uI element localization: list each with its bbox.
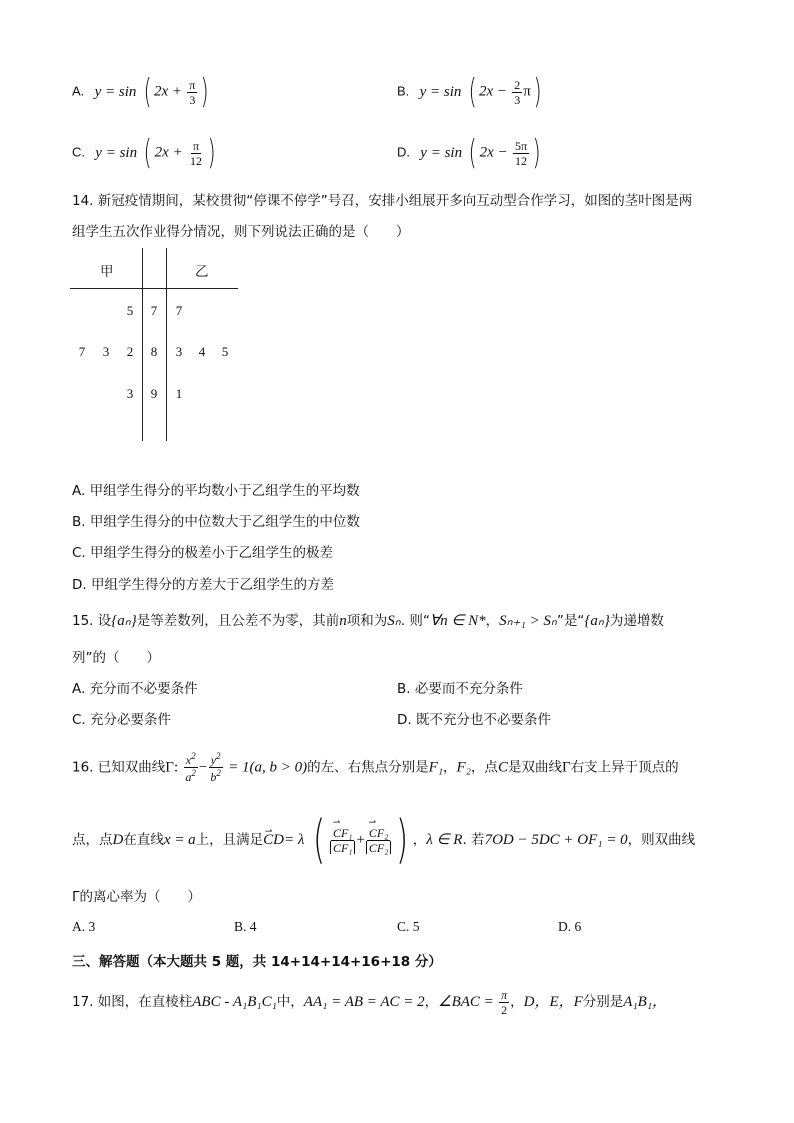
numerator: $y^2$	[210, 751, 221, 767]
stem-value: 9	[150, 386, 158, 401]
formula-text: 2x +	[153, 83, 182, 100]
leaf-left: 2	[126, 344, 134, 359]
leaf-right: 7	[175, 303, 183, 318]
q15-option-d: D. 既不充分也不必要条件	[397, 712, 551, 728]
fraction-angle	[499, 989, 509, 1016]
formula-text: y = sin	[94, 83, 137, 100]
formula-text: x = a	[163, 832, 196, 848]
paren-left: (	[468, 72, 477, 112]
text: . 则“	[400, 613, 430, 629]
q16-option-b: B. 4	[234, 919, 257, 934]
text: ，	[412, 832, 427, 848]
formula-text: 2x +	[154, 144, 183, 161]
paren-left: (	[143, 72, 152, 112]
formula-text: +	[356, 832, 365, 848]
formula-text: 7OD − 5DC + OF₁ = 0	[484, 832, 628, 848]
paren-left: (	[312, 810, 325, 870]
vector-cd: ⇀ CD	[263, 812, 284, 868]
formula-text: λ ∈ R	[426, 832, 463, 848]
text: 16. 已知双曲线	[72, 759, 166, 776]
formula-text: :	[173, 759, 179, 776]
q15-stem-line1	[72, 611, 664, 631]
denominator: $a^2$	[185, 768, 196, 784]
fraction-x	[183, 752, 198, 783]
denominator: 12	[189, 153, 202, 168]
formula-text: F₁	[428, 759, 444, 776]
text: 项和为	[346, 613, 388, 629]
q16-stem-line3: Γ的离心率为（ ）	[72, 889, 202, 905]
fraction	[512, 79, 522, 106]
formula-text: = λ	[283, 832, 305, 848]
formula-text: Sₙ₊₁ > Sₙ	[499, 613, 557, 629]
q16-stem-line2	[72, 812, 695, 868]
text: 分别是	[582, 994, 624, 1010]
text: ，	[443, 759, 457, 776]
formula-text: y = sin	[419, 83, 462, 100]
stem-value: 8	[150, 344, 158, 359]
stem-value: 7	[150, 303, 158, 318]
q13-option-b	[397, 72, 544, 112]
option-letter: B.	[397, 83, 410, 99]
text: 中，	[276, 994, 304, 1010]
header-divider	[70, 288, 238, 289]
paren-left: (	[469, 133, 478, 173]
text: 上，且满足	[195, 832, 264, 848]
fraction-cf1	[330, 827, 356, 854]
text: 是等差数列，且公差不为零，其前	[136, 613, 340, 629]
fraction	[513, 140, 529, 167]
q14-stem-line2: 组学生五次作业得分情况，则下列说法正确的是（ ）	[72, 224, 410, 240]
text: . 若	[462, 832, 485, 848]
formula-text: 2x −	[478, 83, 507, 100]
formula-text: n	[339, 613, 347, 629]
formula-text: F₂	[456, 759, 471, 776]
denominator: $b^2$	[210, 768, 221, 784]
q17-stem-line1	[72, 982, 667, 1022]
fraction-y	[208, 752, 223, 783]
formula-text: {aₙ}	[111, 613, 137, 629]
q16-option-c: C. 5	[397, 919, 420, 934]
paren-left: (	[144, 133, 153, 173]
q15-option-c: C. 充分必要条件	[72, 712, 172, 728]
fraction	[188, 140, 204, 167]
text: ，则双曲线	[627, 832, 696, 848]
q13-option-d	[397, 133, 543, 173]
formula-text: A₁B₁，	[623, 994, 668, 1010]
stem-leaf-plot	[70, 248, 240, 443]
numerator: ⇀ CF₁	[331, 827, 355, 841]
formula-text: = 1(a, b > 0)	[228, 759, 308, 776]
numerator: π	[192, 138, 200, 153]
q14-option-b: B. 甲组学生得分的中位数大于乙组学生的中位数	[72, 514, 360, 530]
leaf-right: 4	[198, 344, 206, 359]
right-header: 乙	[195, 264, 209, 280]
paren-right: )	[396, 810, 409, 870]
formula-text: AA₁ = AB = AC = 2	[303, 994, 425, 1010]
formula-text: C	[497, 759, 508, 776]
paren-right: )	[200, 72, 209, 112]
text: 点，点	[72, 832, 113, 848]
paren-right: )	[207, 133, 216, 173]
leaf-left: 5	[126, 303, 134, 318]
q14-option-a: A. 甲组学生得分的平均数小于乙组学生的平均数	[72, 483, 360, 499]
formula-text: ∠BAC =	[438, 994, 494, 1010]
paren-right: )	[533, 72, 542, 112]
option-letter: A.	[72, 83, 85, 99]
denominator: CF₁	[330, 841, 356, 854]
text: 15. 设	[72, 613, 112, 629]
fraction-cf2	[366, 827, 392, 854]
left-header: 甲	[100, 264, 114, 280]
denominator: 12	[515, 153, 528, 168]
section-heading: 三、解答题（本大题共 5 题，共 14+14+14+16+18 分）	[72, 954, 442, 970]
denominator: 2	[501, 1002, 508, 1017]
text: ，点	[470, 759, 498, 776]
formula-text: Γ	[165, 759, 174, 776]
q13-option-c	[72, 133, 218, 173]
formula-text: π	[523, 83, 531, 100]
formula-text: y = sin	[95, 144, 138, 161]
formula-text: D，E，F	[523, 994, 583, 1010]
q14-option-d: D. 甲组学生得分的方差大于乙组学生的方差	[72, 577, 334, 593]
stem-line-right	[166, 248, 167, 441]
q16-option-d: D. 6	[558, 919, 582, 934]
q16-stem-line1: 16. 已知双曲线Γ: $\frac{x^2}{a^2}$ − $\frac{y^2}{b^2}$ = 1(a, b > 0)的左、右焦点分别是F₁，F₂，点C是双曲线Γ右支上异于顶点的	[72, 751, 679, 784]
numerator: π	[189, 77, 196, 92]
paren-right: )	[532, 133, 541, 173]
option-letter: C.	[72, 144, 85, 160]
formula-text: Γ	[561, 759, 571, 776]
denominator: 3	[189, 92, 196, 107]
leaf-right: 5	[221, 344, 229, 359]
q15-option-a: A. 充分而不必要条件	[72, 681, 198, 697]
formula-text: {aₙ}	[584, 613, 610, 629]
leaf-right: 1	[175, 386, 183, 401]
leaf-left: 3	[126, 386, 134, 401]
leaf-left: 7	[78, 344, 86, 359]
denominator: 3	[514, 92, 521, 107]
formula-text: ABC - A₁B₁C₁	[192, 994, 277, 1010]
formula-text: ∀n ∈ N*	[429, 613, 486, 629]
stem-line-left	[142, 248, 143, 441]
text: 右支上异于顶点的	[570, 759, 679, 776]
q15-option-b: B. 必要而不充分条件	[397, 681, 523, 697]
formula-text: Sₙ	[387, 613, 401, 629]
q13-option-a	[72, 72, 212, 112]
formula-text: y = sin	[420, 144, 463, 161]
text: 的左、右焦点分别是	[307, 759, 429, 776]
text: ，	[424, 994, 439, 1010]
leaf-right: 3	[175, 344, 183, 359]
text: ，	[510, 994, 524, 1010]
numerator: ⇀ CF₂	[367, 827, 391, 841]
numerator: $x^2$	[185, 751, 196, 767]
formula-text: 2x −	[479, 144, 508, 161]
denominator: CF₂	[366, 841, 392, 854]
numerator: 2	[514, 77, 521, 92]
leaf-left: 3	[102, 344, 110, 359]
option-letter: D.	[397, 144, 410, 160]
q15-stem-line2: 列”的（ ）	[72, 650, 160, 666]
text: ，	[485, 613, 500, 629]
q16-option-a: A. 3	[72, 919, 96, 934]
text: ”是“	[556, 613, 585, 629]
q14-stem-line1: 14. 新冠疫情期间，某校贯彻“停课不停学”号召，安排小组展开多向互动型合作学习，如图的茎叶图是两	[72, 193, 693, 209]
fraction	[187, 79, 197, 106]
formula-text: D	[112, 832, 124, 848]
text: 为递增数	[609, 613, 664, 629]
text: 在直线	[123, 832, 164, 848]
text: 是双曲线	[507, 759, 562, 776]
numerator: π	[501, 987, 508, 1002]
numerator: 5π	[514, 138, 528, 153]
q14-option-c: C. 甲组学生得分的极差小于乙组学生的极差	[72, 545, 334, 561]
text: 17. 如图，在直棱柱	[72, 994, 193, 1010]
